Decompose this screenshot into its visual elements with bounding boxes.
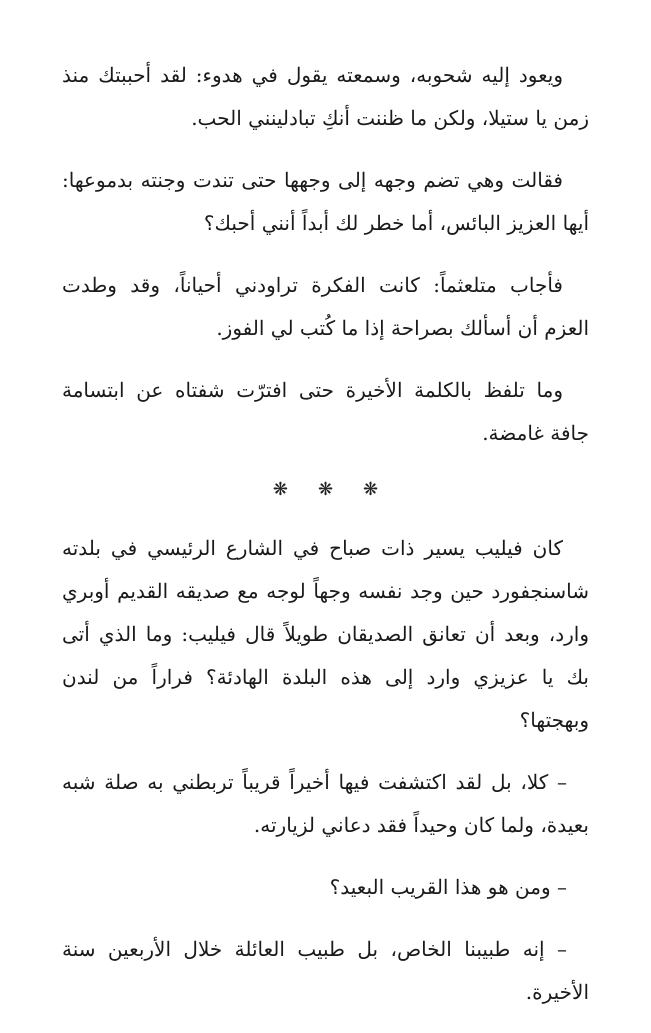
asterism-star-icon: ❋ [317, 479, 334, 500]
section-break [62, 475, 589, 505]
dialogue-line: – إنه طبيبنا الخاص، بل طبيب العائلة خلال الأربعين سنة الأخيرة. [62, 937, 589, 1004]
book-page [62, 54, 589, 1033]
paragraph: كان فيليب يسير ذات صباح في الشارع الرئيسي في بلدته شاسنجفورد حين وجد نفسه وجهاً لوجه مع صديقه القديم أوبري وارد، وبعد أن تعانق الصديقان طويلاً قال فيليب: وما الذي أتى بك يا عزيزي وارد إلى هذه البلدة الهادئة؟ فراراً من لندن وبهجتها؟ [62, 536, 589, 732]
paragraph: ويعود إليه شحوبه، وسمعته يقول في هدوء: لقد أحببتك منذ زمن يا ستيلا، ولكن ما ظننت أنكِ تبادلينني الحب. [62, 63, 589, 130]
dialogue-line: – كلا، بل لقد اكتشفت فيها أخيراً قريباً تربطني به صلة شبه بعيدة، ولما كان وحيداً فقد دعاني لزيارته. [62, 770, 589, 837]
dialogue-line: – ومن هو هذا القريب البعيد؟ [329, 875, 567, 899]
asterism-star-icon: ❋ [363, 479, 379, 500]
paragraph: وما تلفظ بالكلمة الأخيرة حتى افترّت شفتاه عن ابتسامة جافة غامضة. [62, 378, 589, 445]
paragraph: فقالت وهي تضم وجهه إلى وجهها حتى تندت وجنته بدموعها: أيها العزيز البائس، أما خطر لك أبداً أنني أحبك؟ [62, 168, 589, 235]
asterism-star-icon: ❋ [272, 479, 288, 500]
paragraph: فأجاب متلعثماً: كانت الفكرة تراودني أحياناً، وقد وطدت العزم أن أسألك بصراحة إذا ما كُتب لي الفوز. [62, 273, 589, 340]
